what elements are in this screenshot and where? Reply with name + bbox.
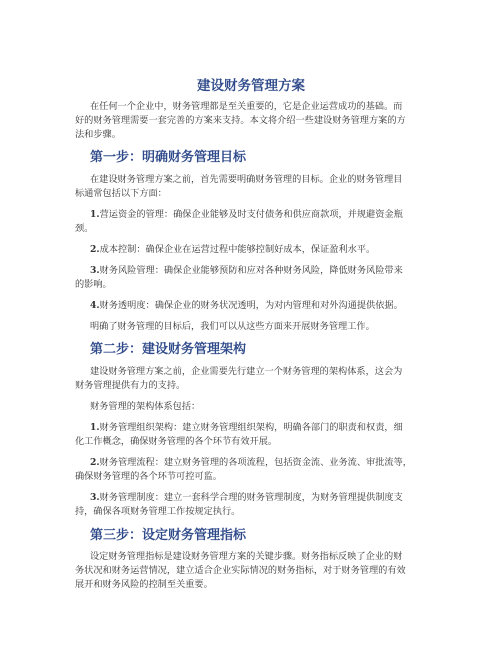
step2-item-3-line-2: 持，确保各项财务管理工作按规定执行。	[75, 506, 241, 517]
step2-paragraph-line-1: 建设财务管理方案之前，企业需要先行建立一个财务管理的架构体系，这会为	[90, 366, 403, 377]
step1-item-1-text: 营运资金的管理：确保企业能够及时支付债务和供应商款项，并规避资金瓶	[99, 209, 403, 220]
step2-item-2-number: 2.	[90, 457, 100, 468]
step3-paragraph-line-1: 设定财务管理指标是建设财务管理方案的关键步骤。财务指标反映了企业的财	[90, 551, 403, 562]
step3-heading: 第三步：设定财务管理指标	[90, 528, 247, 543]
step2-item-3-text: 财务管理制度：建立一套科学合理的财务管理制度，为财务管理提供制度支	[99, 492, 403, 503]
step1-item-2-number: 2.	[90, 244, 100, 255]
step1-item-4-text: 财务透明度：确保企业的财务状况透明，为对内管理和对外沟通提供依据。	[99, 300, 403, 311]
step2-item-1-number: 1.	[90, 422, 100, 433]
step1-item-1-number: 1.	[90, 209, 100, 220]
document-title: 建设财务管理方案	[197, 78, 305, 94]
step2-heading: 第二步：建设财务管理架构	[90, 342, 247, 357]
step1-item-3-text: 财务风险管理：确保企业能够预防和应对各种财务风险，降低财务风险带来	[99, 265, 403, 276]
step1-item-3-line-1	[90, 265, 403, 277]
step2-list-intro: 财务管理的架构体系包括：	[90, 401, 201, 412]
step1-item-2-text: 成本控制：确保企业在运营过程中能够控制好成本，保证盈利水平。	[99, 244, 376, 255]
step2-paragraph-line-2: 财务管理提供有力的支持。	[75, 380, 186, 391]
step1-item-3-line-2: 的影响。	[75, 279, 112, 290]
step1-item-2-line-1	[90, 244, 375, 256]
step1-item-4-number: 4.	[90, 300, 100, 311]
step1-paragraph-line-2: 标通常包括以下方面：	[75, 188, 167, 199]
step3-paragraph-line-3: 展开和财务风险的控制至关重要。	[75, 579, 213, 590]
step1-item-4-line-1	[90, 300, 403, 312]
step2-item-1-text: 财务管理组织架构：建立财务管理组织架构，明确各部门的职责和权责，细	[99, 422, 403, 433]
step3-paragraph-line-2: 务状况和财务运营情况，建立适合企业实际情况的财务指标，对于财务管理的有效	[75, 565, 406, 576]
step2-item-2-line-2: 确保财务管理的各个环节可控可监。	[75, 471, 222, 482]
step2-item-2-text: 财务管理流程：建立财务管理的各项流程，包括资金流、业务流、审批流等，	[99, 457, 412, 468]
step2-item-1-line-2: 化工作概念，确保财务管理的各个环节有效开展。	[75, 436, 278, 447]
step1-closing-paragraph: 明确了财务管理的目标后，我们可以从这些方面来开展财务管理工作。	[90, 321, 375, 332]
step1-heading: 第一步：明确财务管理目标	[90, 150, 247, 165]
step1-item-3-number: 3.	[90, 265, 100, 276]
step2-item-1-line-1	[90, 422, 403, 434]
step1-item-1-line-1	[90, 209, 403, 221]
step2-item-2-line-1	[90, 457, 412, 469]
step1-item-1-line-2: 颈。	[75, 223, 94, 234]
step2-item-3-line-1	[90, 492, 403, 504]
step2-item-3-number: 3.	[90, 492, 100, 503]
step1-paragraph-line-1: 在建设财务管理方案之前，首先需要明确财务管理的目标。企业的财务管理目	[90, 174, 403, 185]
intro-line-1: 在任何一个企业中，财务管理都是至关重要的，它是企业运营成功的基础。而	[90, 101, 403, 112]
intro-line-3: 法和步骤。	[75, 129, 121, 140]
intro-line-2: 好的财务管理需要一套完善的方案来支持。本文将介绍一些建设财务管理方案的方	[75, 115, 406, 126]
